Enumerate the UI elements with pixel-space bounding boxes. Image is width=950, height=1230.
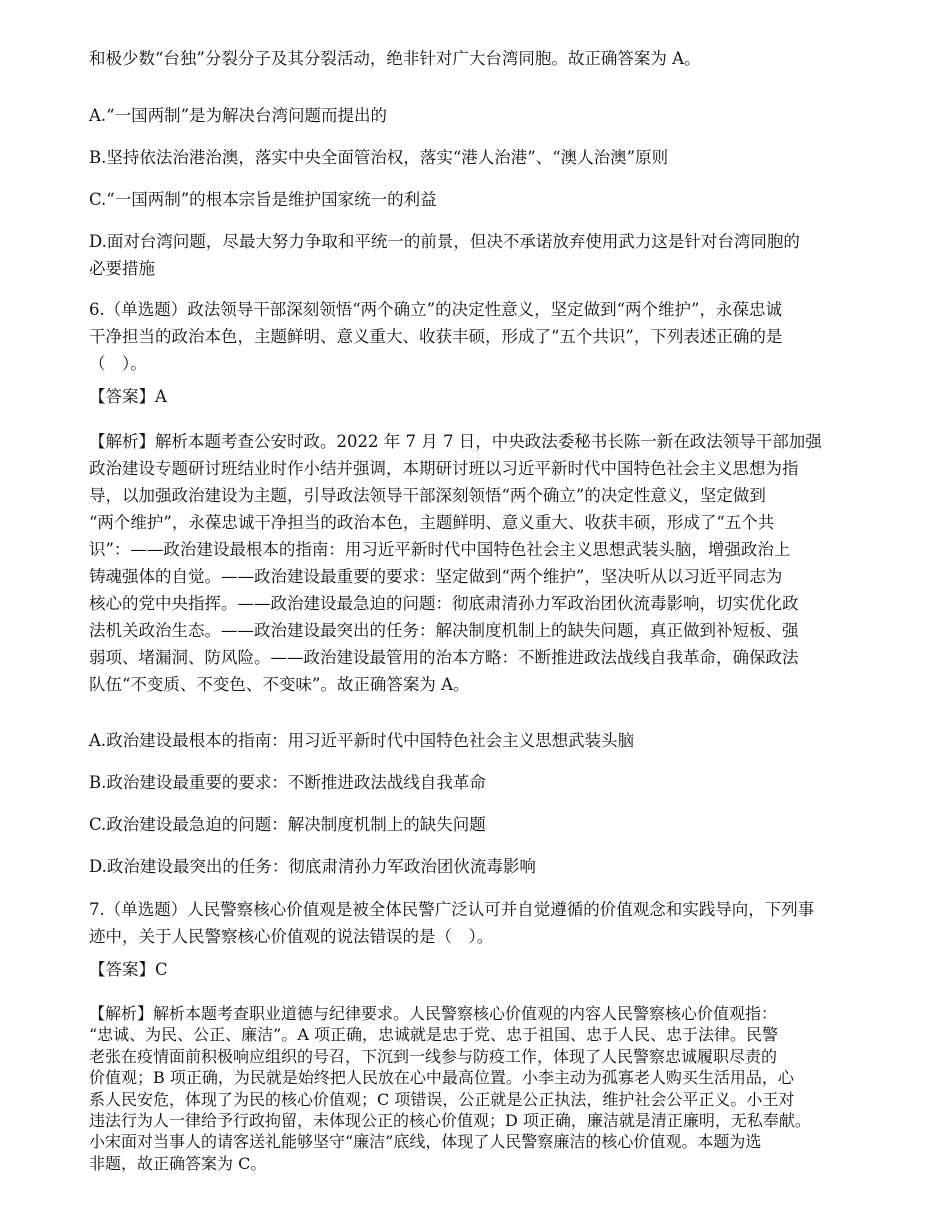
answer-text: 【答案】A — [89, 387, 167, 406]
explanation-line: 违法行为人一律给予行政拘留，未体现公正的核心价值观；D 项正确，廉洁就是清正廉明，无私奉献。 — [89, 1111, 811, 1131]
explanation-line: 识”：——政治建设最根本的指南：用习近平新时代中国特色社会主义思想武装头脑，增强政治上 — [89, 540, 791, 559]
q6-option-a — [89, 727, 909, 754]
explanation-line: 铸魂强体的自觉。——政治建设最重要的要求：坚定做到“两个维护”，坚决听从以习近平同志为 — [89, 567, 783, 586]
explanation-line: “忠诚、为民、公正、廉洁”。A 项正确，忠诚就是忠于党、忠于祖国、忠于人民、忠于法律。民警 — [89, 1025, 779, 1045]
explanation-line: 【解析】解析本题考查职业道德与纪律要求。人民警察核心价值观的内容人民警察核心价值观指： — [89, 1004, 778, 1023]
explanation-line: 核心的党中央指挥。——政治建设最急迫的问题：彻底肃清孙力军政治团伙流毒影响，切实优化政 — [89, 594, 799, 613]
option-text: A.政治建设最根本的指南：用习近平新时代中国特色社会主义思想武装头脑 — [89, 731, 635, 750]
explanation-line: 老张在疫情面前积极响应组织的号召，下沉到一线参与防疫工作，体现了人民警察忠诚履职尽责的 — [89, 1046, 778, 1066]
option-text-line: 必要措施 — [89, 259, 155, 278]
explanation-line: 非题，故正确答案为 C。 — [89, 1153, 267, 1173]
option-text: A.“一国两制”是为解决台湾问题而提出的 — [89, 106, 388, 125]
option-text: B.坚持依法治港治澳，落实中央全面管治权，落实“港人治港”、“澳人治澳”原则 — [89, 148, 669, 167]
explanation-line: 弱项、堵漏洞、防风险。——政治建设最管用的治本方略：不断推进政法战线自我革命，确保政法 — [89, 648, 799, 667]
explanation-line: 【解析】解析本题考查公安时政。2022 年 7 月 7 日，中央政法委秘书长陈一新在政法领导干部加强 — [89, 432, 822, 451]
question-line: 干净担当的政治本色，主题鲜明、意义重大、收获丰硕，形成了“五个共识”，下列表述正确的是 — [89, 327, 783, 346]
q7-question — [89, 896, 909, 950]
q5-option-c — [89, 186, 909, 213]
explanation-line: 队伍“不变质、不变色、不变味”。故正确答案为 A。 — [89, 675, 470, 694]
option-text: B.政治建设最重要的要求：不断推进政法战线自我革命 — [89, 773, 486, 792]
question-line: （ ）。 — [89, 354, 147, 373]
q5-explanation-tail — [89, 45, 909, 72]
question-line: 7.（单选题）人民警察核心价值观是被全体民警广泛认可并自觉遵循的价值观念和实践导向，下列事 — [89, 900, 815, 919]
option-text: C.政治建设最急迫的问题：解决制度机制上的缺失问题 — [89, 815, 486, 834]
q5-option-b — [89, 144, 909, 171]
question-line: 6.（单选题）政法领导干部深刻领悟“两个确立”的决定性意义，坚定做到“两个维护”，永葆忠诚 — [89, 300, 782, 319]
explanation-line: 系人民安危，体现了为民的核心价值观；C 项错误，公正就是公正执法，维护社会公平正义。小王对 — [89, 1089, 795, 1109]
q7-answer — [89, 956, 909, 983]
explanation-line: 法机关政治生态。——政治建设最突出的任务：解决制度机制上的缺失问题，真正做到补短板、强 — [89, 621, 799, 640]
q5-option-d — [89, 228, 909, 282]
q6-option-c — [89, 811, 909, 838]
q6-option-b — [89, 769, 909, 796]
q7-explanation — [89, 1003, 909, 1174]
q6-answer — [89, 383, 909, 410]
option-text: C.“一国两制”的根本宗旨是维护国家统一的利益 — [89, 190, 437, 209]
question-line: 迹中，关于人民警察核心价值观的说法错误的是（ ）。 — [89, 927, 494, 946]
q5-option-a — [89, 102, 909, 129]
q6-option-d — [89, 853, 909, 880]
explanation-line: 价值观；B 项正确，为民就是始终把人民放在心中最高位置。小李主动为孤寡老人购买生活用品，心 — [89, 1068, 794, 1088]
explanation-line: “两个维护”，永葆忠诚干净担当的政治本色，主题鲜明、意义重大、收获丰硕，形成了“五个共 — [89, 513, 775, 532]
answer-text: 【答案】C — [89, 960, 168, 979]
option-text: D.政治建设最突出的任务：彻底肃清孙力军政治团伙流毒影响 — [89, 857, 536, 876]
explanation-line: 政治建设专题研讨班结业时作小结并强调，本期研讨班以习近平新时代中国特色社会主义思想为指 — [89, 459, 799, 478]
explanation-line: 导，以加强政治建设为主题，引导政法领导干部深刻领悟“两个确立”的决定性意义，坚定做到 — [89, 486, 766, 505]
q6-explanation — [89, 428, 909, 698]
explanation-line: 小宋面对当事人的请客送礼能够坚守“廉洁”底线，体现了人民警察廉洁的核心价值观。本题为选 — [89, 1132, 762, 1152]
option-text-line: D.面对台湾问题，尽最大努力争取和平统一的前景，但决不承诺放弃使用武力这是针对台湾同胞的 — [89, 232, 800, 251]
text-line: 和极少数“台独”分裂分子及其分裂活动，绝非针对广大台湾同胞。故正确答案为 A。 — [89, 49, 701, 68]
q6-question — [89, 296, 909, 377]
